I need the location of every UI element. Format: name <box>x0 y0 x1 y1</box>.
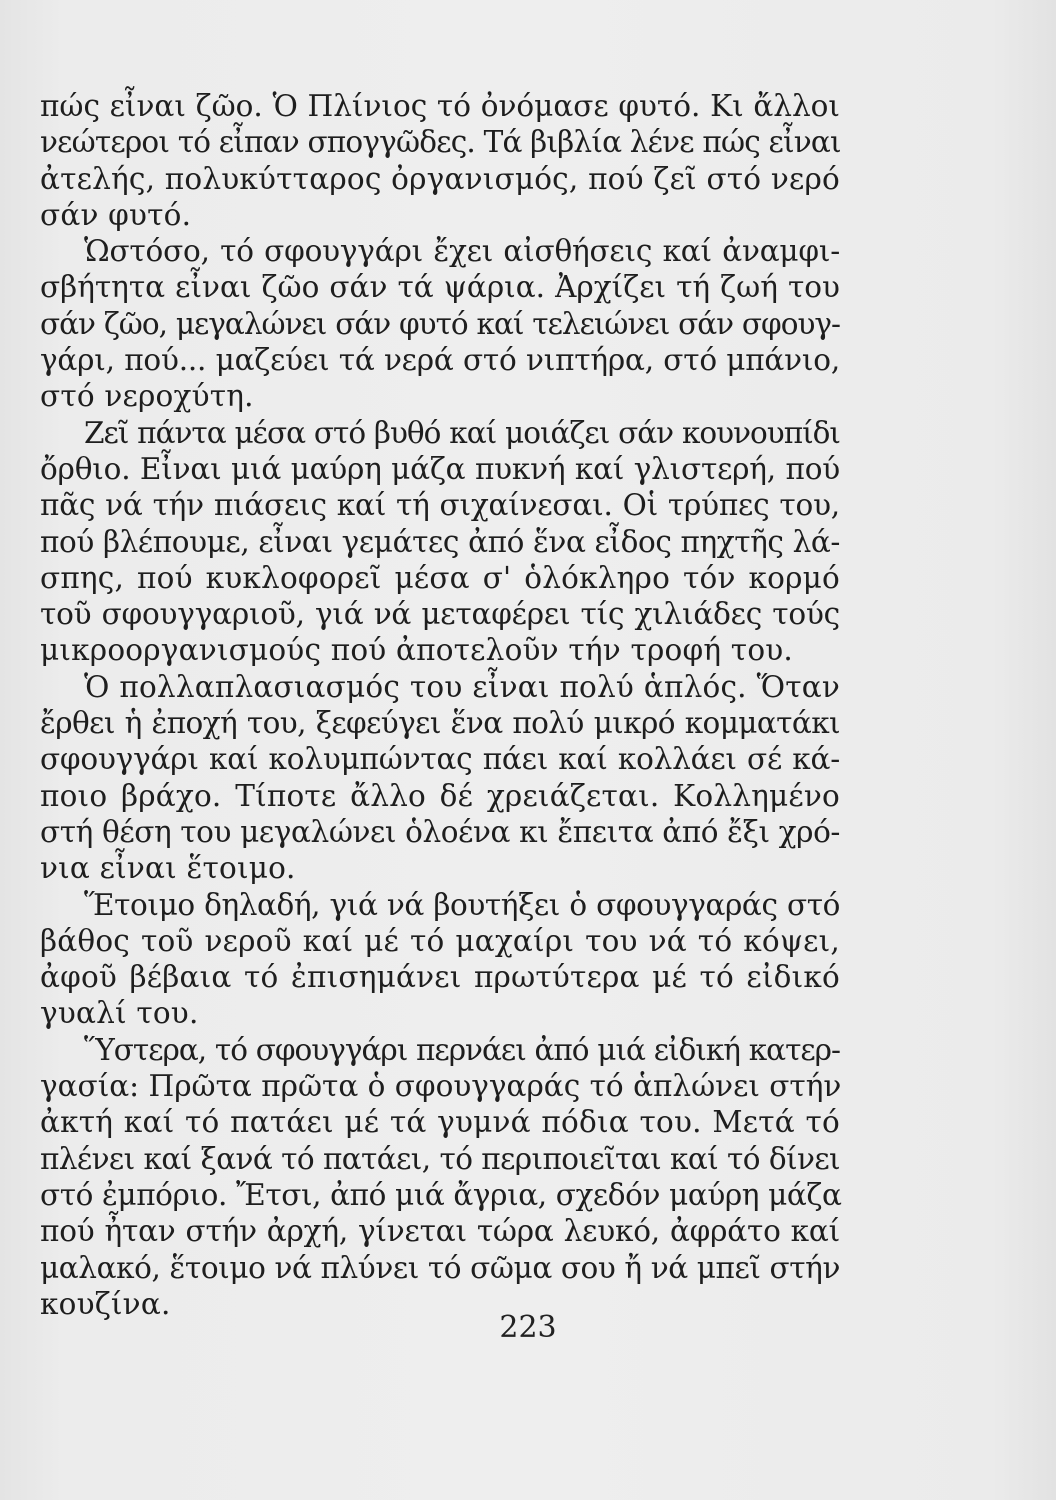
paragraph <box>40 669 840 887</box>
text-line: Ὡστόσο, τό σφουγγάρι ἔχει αἰσθήσεις καί ἀναμφι- <box>84 234 840 269</box>
text-line: πού ἦταν στήν ἀρχή, γίνεται τώρα λευκό, ἀφράτο καί <box>40 1214 840 1249</box>
text-line: σφουγγάρι καί κολυμπώντας πάει καί κολλάει σέ κά- <box>40 742 840 777</box>
paragraph <box>40 88 840 233</box>
text-line: πλένει καί ξανά τό πατάει, τό περιποιεῖται καί τό δίνει <box>40 1141 840 1176</box>
text-line: μαλακό, ἕτοιμο νά πλύνει τό σῶμα σου ἤ νά μπεῖ στήν <box>40 1250 840 1285</box>
text-line: βάθος τοῦ νεροῦ καί μέ τό μαχαίρι του νά τό κόψει, <box>40 923 840 958</box>
text-line: πᾶς νά τήν πιάσεις καί τή σιχαίνεσαι. Οἱ τρύπες του, <box>40 488 840 523</box>
text-line: σβήτητα εἶναι ζῶο σάν τά ψάρια. Ἀρχίζει τή ζωή του <box>40 270 840 305</box>
text-line: ποιο βράχο. Τίποτε ἄλλο δέ χρειάζεται. Κολλημένο <box>40 778 840 813</box>
text-line: γυαλί του. <box>40 996 199 1031</box>
text-line: πώς εἶναι ζῶο. Ὁ Πλίνιος τό ὀνόμασε φυτό. Κι ἄλλοι <box>40 89 840 123</box>
text-line: γάρι, πού... μαζεύει τά νερά στό νιπτήρα, στό μπάνιο, <box>40 343 840 378</box>
text-line: σάν ζῶο, μεγαλώνει σάν φυτό καί τελειώνει σάν σφουγ- <box>40 306 840 341</box>
text-line: Ὕστερα, τό σφουγγάρι περνάει ἀπό μιά εἰδική κατερ- <box>84 1032 840 1067</box>
text-line: Ζεῖ πάντα μέσα στό βυθό καί μοιάζει σάν κουνουπίδι <box>84 415 840 450</box>
text-line: ὄρθιο. Εἶναι μιά μαύρη μάζα πυκνή καί γλιστερή, πού <box>40 451 840 486</box>
body-text <box>40 88 840 1322</box>
text-line: στό νεροχύτη. <box>40 379 254 414</box>
paragraph <box>40 233 840 414</box>
text-line: πού βλέπουμε, εἶναι γεμάτες ἀπό ἕνα εἶδος πηχτῆς λά- <box>40 524 840 559</box>
text-line: Ὁ πολλαπλασιασμός του εἶναι πολύ ἁπλός. Ὅταν <box>84 669 840 704</box>
text-line: νια εἶναι ἕτοιμο. <box>40 851 296 886</box>
text-line: τοῦ σφουγγαριοῦ, γιά νά μεταφέρει τίς χιλιάδες τούς <box>40 597 840 632</box>
paragraph <box>40 887 840 1032</box>
text-line: ἀτελής, πολυκύτταρος ὀργανισμός, πού ζεῖ στό νερό <box>40 161 840 196</box>
text-line: μικροοργανισμούς πού ἀποτελοῦν τήν τροφή του. <box>40 633 793 668</box>
page-number: 223 <box>499 1310 557 1345</box>
text-line: κουζίνα. <box>40 1286 171 1321</box>
text-line: στή θέση του μεγαλώνει ὁλοένα κι ἔπειτα ἀπό ἔξι χρό- <box>40 814 840 849</box>
text-line: ἔρθει ἡ ἐποχή του, ξεφεύγει ἕνα πολύ μικρό κομματάκι <box>40 706 840 741</box>
text-line: ἀκτή καί τό πατάει μέ τά γυμνά πόδια του. Μετά τό <box>40 1105 840 1140</box>
text-line: ἀφοῦ βέβαια τό ἐπισημάνει πρωτύτερα μέ τό εἰδικό <box>40 960 840 995</box>
text-line: νεώτεροι τό εἶπαν σπογγῶδες. Τά βιβλία λένε πώς εἶναι <box>40 125 841 160</box>
text-line: γασία: Πρῶτα πρῶτα ὁ σφουγγαράς τό ἁπλώνει στήν <box>40 1069 842 1104</box>
text-line: σάν φυτό. <box>40 197 192 232</box>
paragraph <box>40 415 840 669</box>
text-line: στό ἐμπόριο. Ἔτσι, ἀπό μιά ἄγρια, σχεδόν μαύρη μάζα <box>40 1177 842 1212</box>
text-line: σπης, πού κυκλοφορεῖ μέσα σ' ὁλόκληρο τόν κορμό <box>40 560 840 595</box>
text-line: Ἕτοιμο δηλαδή, γιά νά βουτήξει ὁ σφουγγαράς στό <box>84 887 840 922</box>
paragraph <box>40 1032 840 1322</box>
